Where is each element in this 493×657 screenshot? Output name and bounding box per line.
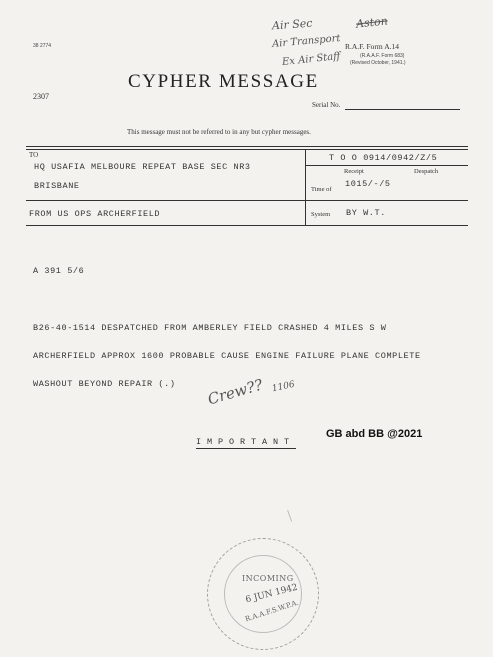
- faint-mark: [287, 508, 297, 521]
- form-sub-label: (R.A.A.F. Form 683): [360, 53, 405, 59]
- form-bottom-rule: [26, 225, 468, 226]
- form-label: R.A.F. Form A.14: [345, 42, 399, 51]
- form-middle-rule: [26, 200, 468, 201]
- message-ref: A 391 5/6: [33, 266, 85, 276]
- system-value: BY W.T.: [346, 208, 386, 218]
- message-number: 2307: [33, 92, 49, 101]
- handwriting-crew: Crew??: [205, 375, 265, 409]
- serial-label: Serial No.: [312, 101, 341, 109]
- to-label: TO: [29, 151, 39, 159]
- form-code-left: 38 2774: [33, 43, 52, 49]
- form-top-rule: [26, 146, 468, 147]
- to-address-line1: HQ USAFIA MELBOURE REPEAT BASE SEC NR3: [34, 162, 251, 172]
- receipt-time: 1015/-/5: [345, 179, 391, 189]
- handwriting-ex-air-staff: Ex Air Staff: [281, 50, 341, 69]
- page-title: CYPHER MESSAGE: [128, 71, 319, 92]
- message-line-2: ARCHERFIELD APPROX 1600 PROBABLE CAUSE ENGINE FAILURE PLANE COMPLETE: [33, 351, 421, 361]
- important-underline: [196, 448, 296, 449]
- message-line-3: WASHOUT BEYOND REPAIR (.): [33, 379, 176, 389]
- stamp-line-3: R.A.A.F.S.W.P.A.: [244, 598, 300, 624]
- handwriting-air-transport: Air Transport: [271, 33, 341, 50]
- important-label: I M P O R T A N T: [196, 437, 290, 447]
- receipt-label: Receipt: [344, 168, 364, 175]
- system-label: System: [311, 211, 331, 218]
- despatch-label: Despatch: [414, 168, 439, 175]
- handwriting-number: 1106: [271, 379, 296, 395]
- serial-line: [345, 109, 460, 110]
- stamp-date: 6 JUN 1942: [244, 582, 299, 606]
- form-vertical-divider: [305, 149, 306, 225]
- stamp-line-1: INCOMING: [242, 574, 294, 583]
- from-line: FROM US OPS ARCHERFIELD: [29, 209, 161, 219]
- form-top-rule-2: [26, 149, 468, 150]
- message-line-1: B26-40-1514 DESPATCHED FROM AMBERLEY FIELD CRASHED 4 MILES S W: [33, 323, 387, 333]
- time-of-origin: T O O 0914/0942/Z/5: [329, 153, 438, 163]
- handwriting-air-sec: Air Sec: [271, 16, 313, 33]
- handwriting-aston: Aston: [355, 14, 389, 31]
- to-address-line2: BRISBANE: [34, 181, 80, 191]
- notice-text: This message must not be referred to in any but cypher messages.: [127, 128, 311, 136]
- form-too-rule: [305, 165, 468, 166]
- time-of-label: Time of: [311, 186, 332, 193]
- form-revised-label: (Revised October, 1941.): [350, 60, 406, 66]
- copyright-watermark: GB abd BB @2021: [326, 428, 423, 440]
